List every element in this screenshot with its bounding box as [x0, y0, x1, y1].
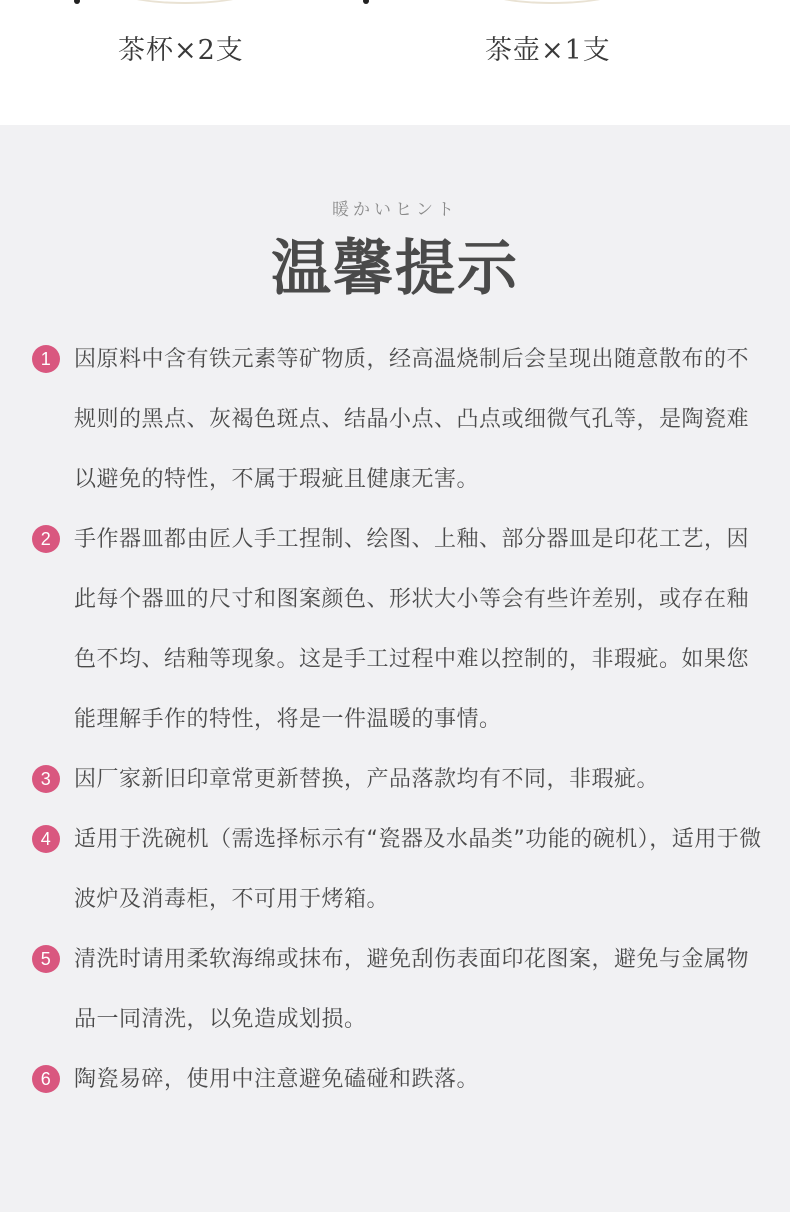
tip-item [32, 510, 762, 750]
tips-subtitle: 暖かいヒント [332, 200, 458, 220]
tips-section [0, 125, 790, 1212]
tip-number-badge: 2 [32, 525, 60, 553]
teacup-label: 茶杯×2支 [118, 35, 244, 66]
product-contents-section [0, 0, 790, 125]
tip-item [32, 810, 762, 930]
tip-item [32, 750, 762, 810]
tip-item [32, 930, 762, 1050]
tip-number-badge: 3 [32, 765, 60, 793]
tip-item [32, 330, 762, 510]
tip-text: 清洗时请用柔软海绵或抹布，避免刮伤表面印花图案，避免与金属物品一同清洗，以免造成划损。 [74, 947, 750, 1032]
tip-number-badge: 4 [32, 825, 60, 853]
tip-text: 适用于洗碗机（需选择标示有“瓷器及水晶类”功能的碗机），适用于微波炉及消毒柜，不可用于烤箱。 [74, 827, 762, 912]
tip-text: 因原料中含有铁元素等矿物质，经高温烧制后会呈现出随意散布的不规则的黑点、灰褐色斑点、结晶小点、凸点或细微气孔等，是陶瓷难以避免的特性，不属于瑕疵且健康无害。 [74, 347, 750, 492]
decor-dot [74, 0, 80, 4]
tip-number-badge: 1 [32, 345, 60, 373]
teapot-label: 茶壶×1支 [485, 35, 611, 66]
tip-number-badge: 6 [32, 1065, 60, 1093]
teacup-image [105, 0, 265, 4]
tip-text: 手作器皿都由匠人手工捏制、绘图、上釉、部分器皿是印花工艺，因此每个器皿的尺寸和图案颜色、形状大小等会有些许差别，或存在釉色不均、结釉等现象。这是手工过程中难以控制的，非瑕疵。如果您能理解手作的特性，将是一件温暖的事情。 [74, 527, 750, 732]
decor-dot [363, 0, 369, 4]
tip-item [32, 1050, 762, 1110]
tip-list [32, 330, 762, 1110]
tip-text: 陶瓷易碎，使用中注意避免磕碰和跌落。 [74, 1067, 480, 1092]
tip-number-badge: 5 [32, 945, 60, 973]
teapot-image [472, 0, 632, 4]
tip-text: 因厂家新旧印章常更新替换，产品落款均有不同，非瑕疵。 [74, 767, 660, 792]
tips-title: 温馨提示 [271, 234, 519, 304]
